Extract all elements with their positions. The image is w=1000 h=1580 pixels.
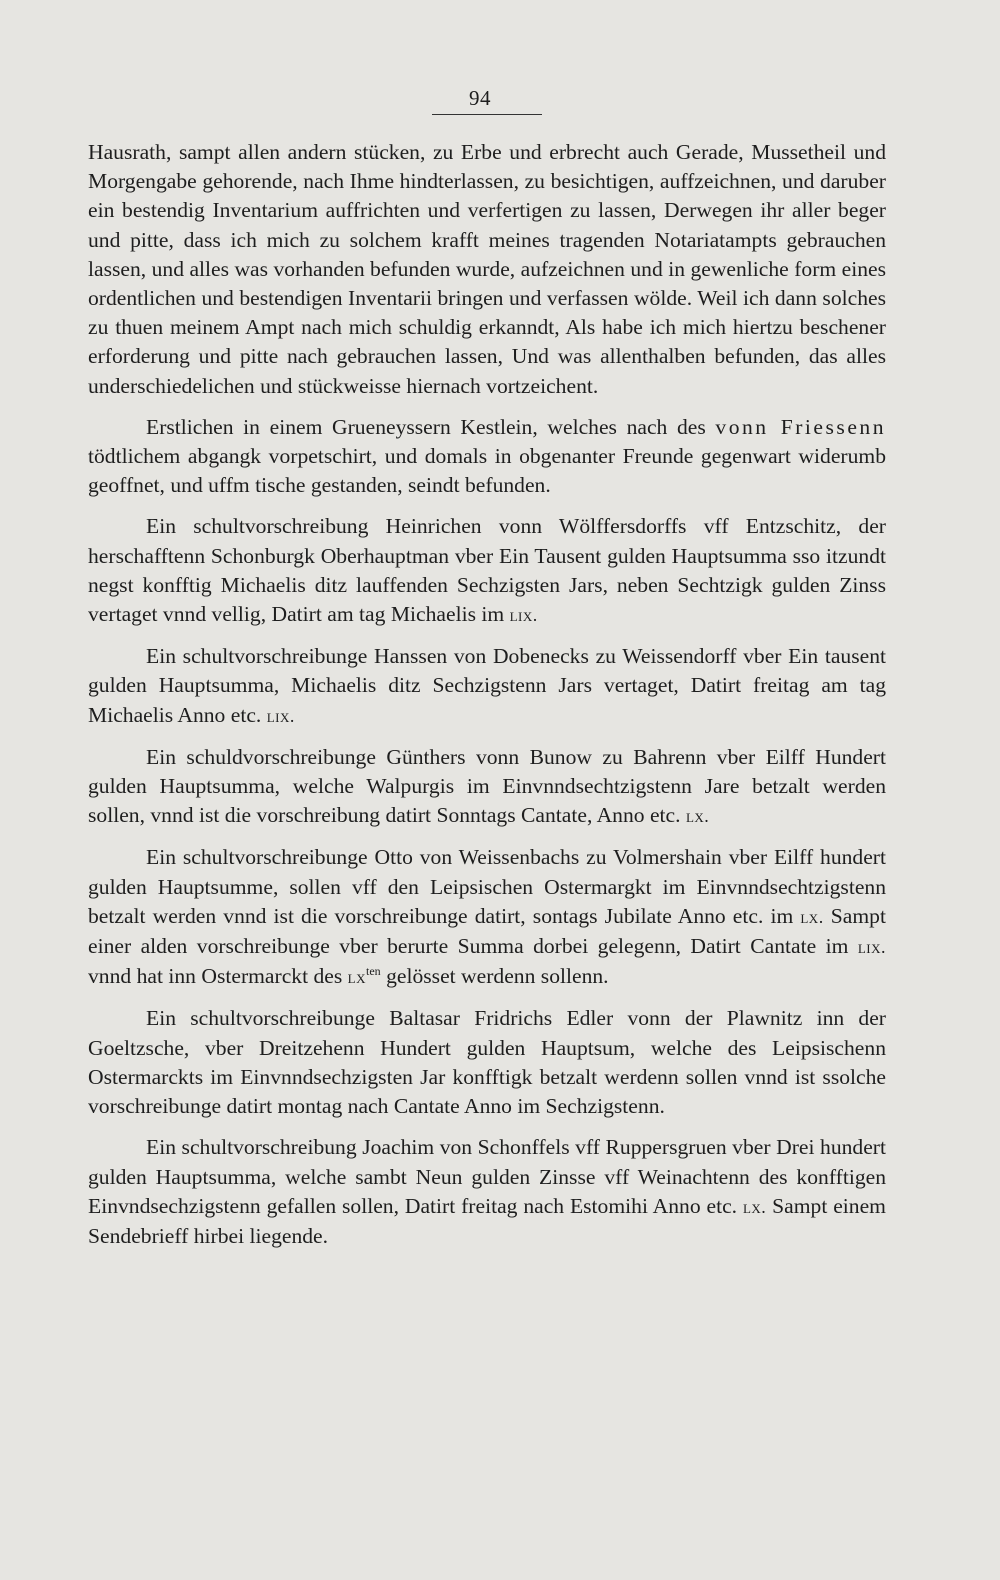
text-segment: gelösset werdenn sollenn. [380,964,609,989]
paragraph [88,642,886,731]
roman-numeral: lx [347,967,367,988]
text-segment: Ein schultvorschreibunge Hanssen von Dobenecks zu Weissendorff vber Ein tausent gulden Hauptsumma, Michaelis ditz Sechzigstenn Jars vertaget, Datirt freitag am tag Michaelis Anno etc. [88,644,886,727]
text-segment: Ein schultvorschreibung Joachim von Schonffels vff Ruppersgruen vber Drei hundert gulden Hauptsumma, welche sambt Neun gulden Zinsse vff Weinachtenn des konfftigen Einvndsechzigstenn gefallen sollen, Datirt freitag nach Estomihi Anno etc. [88,1135,886,1218]
text-segment: Ein schultvorschreibunge Otto von Weissenbachs zu Volmershain vber Eilff hundert gulden Hauptsumme, sollen vff den Leipsischen Ostermargkt im Einvnndsechtzigstenn betzalt werden vnnd ist die vorschreibunge datirt, sontags Jubilate Anno etc. im [88,845,886,928]
spaced-name: vonn Friessenn [715,414,887,439]
body-text [88,138,886,1263]
paragraph [88,1133,886,1251]
text-segment: Hausrath, sampt allen andern stücken, zu Erbe und erbrecht auch Gerade, Mussetheil und Morgengabe gehorende, nach Ihme hindterlassen, zu besichtigen, auffzeichnen, und daruber ein bestendig Inventarium auffrichten und verfertigen zu lassen, Derwegen ihr aller beger und pitte, dass ich mich zu solchem krafft meines tragenden Notariatampts gebrauchen lassen, und alles was vorhanden befunden wurde, aufzeichnen und in gewenliche form eines ordentlichen und bestendigen Inventarii bringen und verfassen wölde. Weil ich dann solches zu thuen meinem Ampt nach mich schuldig erkanndt, Als habe ich mich hiertzu beschener erforderung und pitte nach gebrauchen lassen, Und was allenthalben befunden, das alles underschiedelichen und stückweisse hiernach vortzeichent. [88,140,886,398]
text-segment: Ein schuldvorschreibunge Günthers vonn Bunow zu Bahrenn vber Eilff Hundert gulden Hauptsumma, welche Walpurgis im Einvnndsechtzigstenn Jare betzalt werden sollen, vnnd ist die vorschreibung datirt Sonntags Cantate, Anno etc. [88,744,886,828]
text-segment: Ein schultvorschreibunge Baltasar Fridrichs Edler vonn der Plawnitz inn der Goeltzsche, vber Dreitzehenn Hundert gulden Hauptsum, welche des Leipsischenn Ostermarckts im Einvnndsechzigsten Jar konfftigk betzalt werdenn sollen vnnd ist ssolche vorschreibunge datirt montag nach Cantate Anno im Sechzigstenn. [88,1006,886,1119]
roman-numeral: lix. [857,937,886,958]
roman-numeral: lx. [742,1196,767,1217]
text-segment: Ein schultvorschreibung Heinrichen vonn Wölffersdorffs vff Entzschitz, der herschafftenn Schonburgk Oberhauptman vber Ein Tausent gulden Hauptsumma sso itzundt negst konfftig Michaelis ditz lauffenden Sechzigsten Jars, neben Sechtzigk gulden Zinss vertaget vnnd vellig, Datirt am tag Michaelis im [88,514,886,627]
roman-numeral: lx. [800,906,824,927]
paragraph [88,843,886,992]
text-segment: vnnd hat inn Ostermarckt des [88,964,348,989]
text-segment: tödtlichem abgangk vorpetschirt, und domals in obgenanter Freunde gegenwart widerumb geoffnet, und uffm tische gestanden, seindt befunden. [88,444,886,498]
roman-numeral: lix. [266,705,295,726]
paragraph [88,743,886,832]
text-segment: Sampt einer alden vorschreibunge vber berurte Summa dorbei gelegenn, Datirt Cantate im [88,903,886,959]
text-segment: Erstlichen in einem Grueneyssern Kestlein, welches nach des [146,414,716,439]
superscript: ten [366,964,381,979]
page-number: 94 [469,86,491,110]
paragraph [88,413,886,501]
paragraph [88,512,886,630]
text-segment: Sampt einem Sendebrieff hirbei liegende. [88,1193,886,1248]
paragraph [88,138,886,401]
page-number-rule [432,114,542,115]
roman-numeral: lix. [509,605,538,626]
paragraph [88,1004,886,1121]
roman-numeral: lx. [685,806,710,827]
